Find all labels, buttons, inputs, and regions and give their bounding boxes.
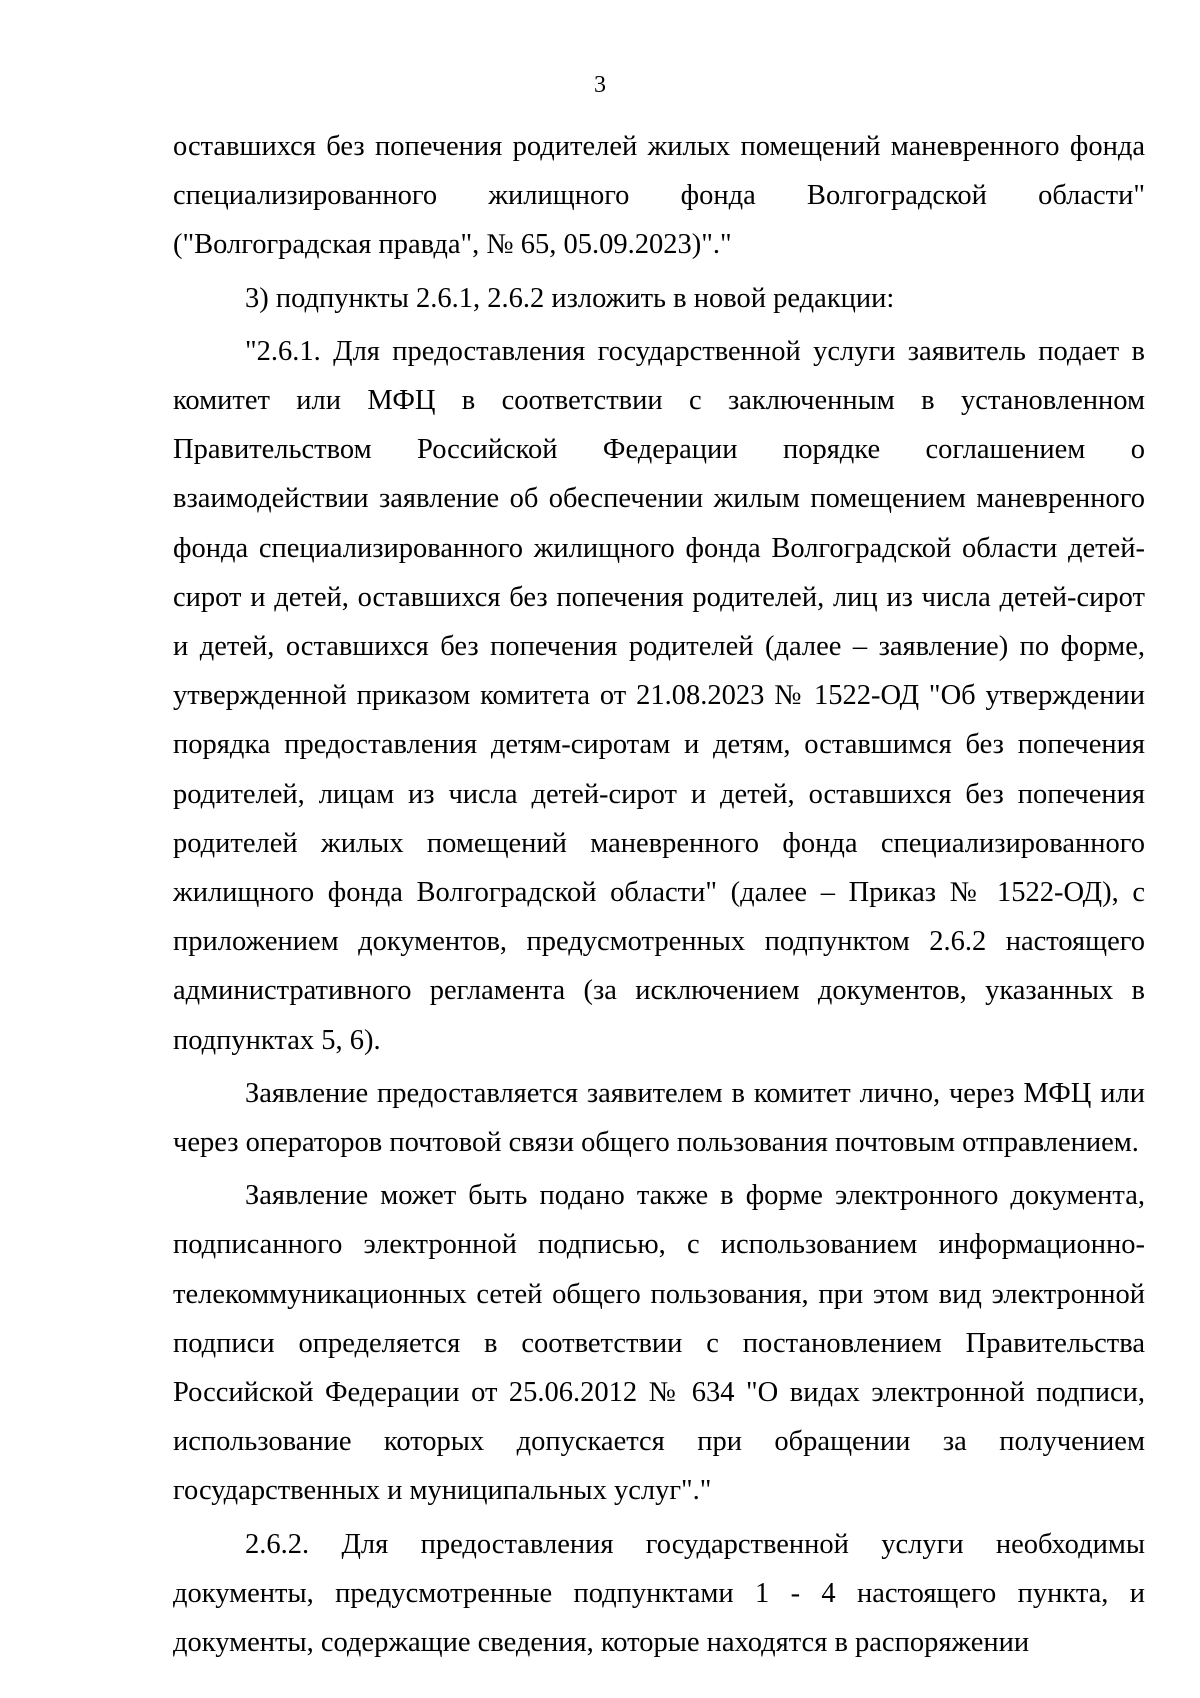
document-body [173,122,1145,1667]
paragraph-continuation: оставшихся без попечения родителей жилых помещений маневренного фонда специализированного жилищного фонда Волгоградской области" ("Волгоградская правда", № 65, 05.09.2023)"." [173,131,1145,261]
paragraph-electronic-form: Заявление может быть подано также в форме электронного документа, подписанного электронной подписью, с использованием информационно-телекоммуникационных сетей общего пользования, при этом вид электронной подписи определяется в соответствии с постановлением Правительства Российской Федерации от 25.06.2012 № 634 "О видах электронной подписи, использование которых допускается при обращении за получением государственных и муниципальных услуг"." [173,1180,1145,1507]
paragraph-subitem-3: 3) подпункты 2.6.1, 2.6.2 изложить в новой редакции: [245,282,895,314]
paragraph-application-submission: Заявление предоставляется заявителем в комитет лично, через МФЦ или через операторов почтовой связи общего пользования почтовым отправлением. [173,1077,1145,1159]
paragraph-2-6-2: 2.6.2. Для предоставления государственной услуги необходимы документы, предусмотренные подпунктами 1 - 4 настоящего пункта, и документы, содержащие сведения, которые находятся в распоряжении [173,1528,1145,1659]
page-number: 3 [594,72,606,98]
paragraph-2-6-1: "2.6.1. Для предоставления государственной услуги заявитель подает в комитет или МФЦ в соответствии с заключенным в установленном Правительством Российской Федерации порядке соглашением о взаимодействии заявление об обеспечении жилым помещением маневренного фонда специализированного жилищного фонда Волгоградской области детей-сирот и детей, оставшихся без попечения родителей, лиц из числа детей-сирот и детей, оставшихся без попечения родителей (далее – заявление) по форме, утвержденной приказом комитета от 21.08.2023 № 1522-ОД "Об утверждении порядка предоставления детям-сиротам и детям, оставшимся без попечения родителей, лицам из числа детей-сирот и детей, оставшихся без попечения родителей жилых помещений маневренного фонда специализированного жилищного фонда Волгоградской области" (далее – Приказ № 1522-ОД), с приложением документов, предусмотренных подпунктом 2.6.2 настоящего административного регламента (за исключением документов, указанных в подпунктах 5, 6). [173,335,1145,1056]
